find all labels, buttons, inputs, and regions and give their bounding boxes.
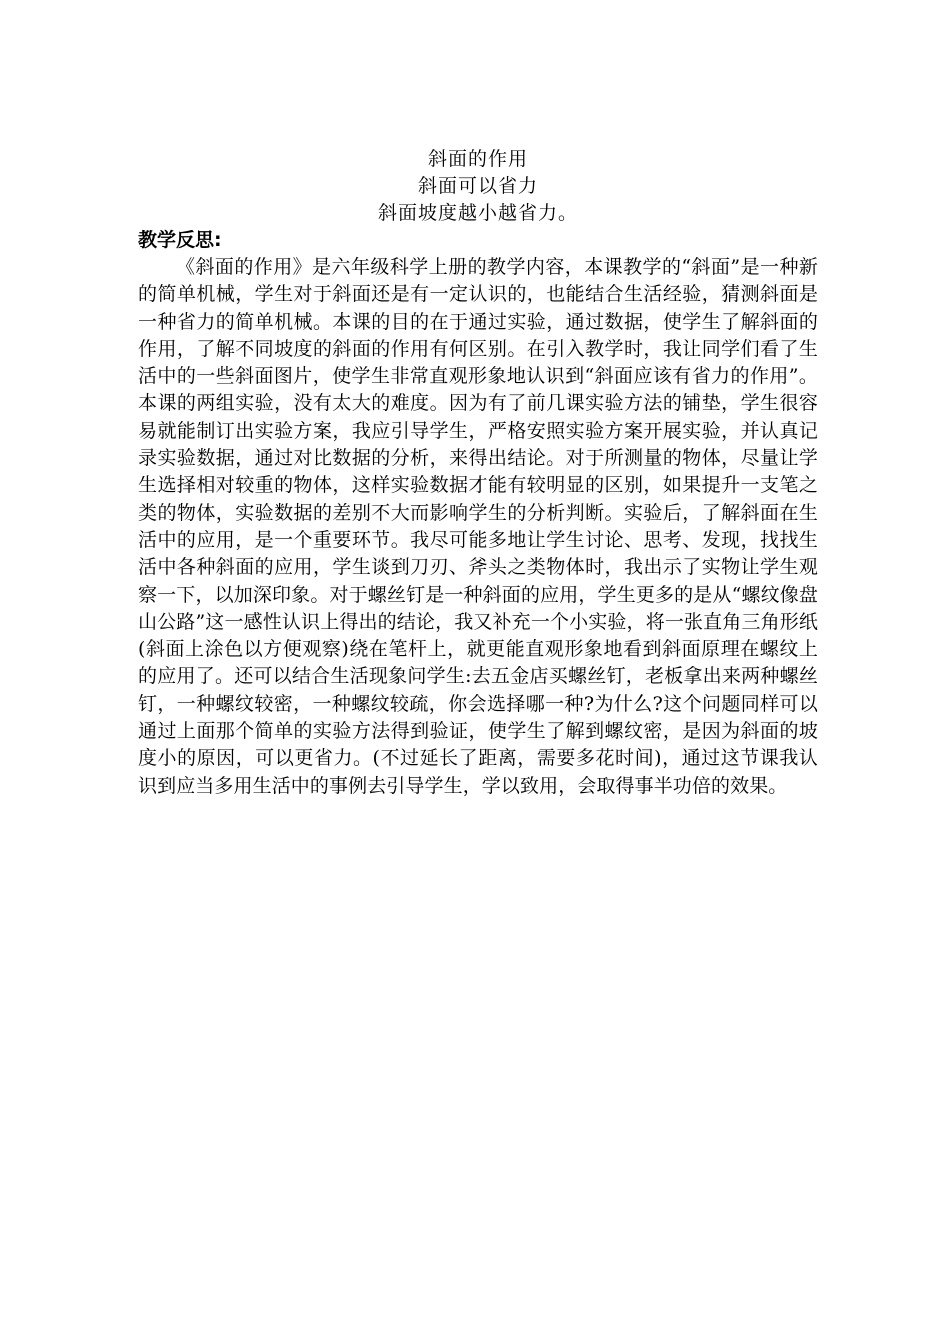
title-block — [138, 146, 818, 227]
title-line-2: 斜面可以省力 — [417, 175, 538, 197]
title-line-3: 斜面坡度越小越省力。 — [377, 202, 578, 224]
reflection-body: 《斜面的作用》是六年级科学上册的教学内容，本课教学的“斜面”是一种新的简单机械，学生对于斜面还是有一定认识的，也能结合生活经验，猜测斜面是一种省力的简单机械。本课的目的在于通过实验，通过数据，使学生了解斜面的作用，了解不同坡度的斜面的作用有何区别。在引入教学时，我让同学们看了生活中的一些斜面图片，使学生非常直观形象地认识到“斜面应该有省力的作用”。本课的两组实验，没有太大的难度。因为有了前几课实验方法的铺垫，学生很容易就能制订出实验方案，我应引导学生，严格安照实验方案开展实验，并认真记录实验数据，通过对比数据的分析，来得出结论。对于所测量的物体，尽量让学生选择相对较重的物体，这样实验数据才能有较明显的区别，如果提升一支笔之类的物体，实验数据的差别不大而影响学生的分析判断。实验后，了解斜面在生活中的应用，是一个重要环节。我尽可能多地让学生讨论、思考、发现，找找生活中各种斜面的应用，学生谈到刀刃、斧头之类物体时，我出示了实物让学生观察一下，以加深印象。对于螺丝钉是一种斜面的应用，学生更多的是从“螺纹像盘山公路”这一感性认识上得出的结论，我又补充一个小实验，将一张直角三角形纸(斜面上涂色以方便观察)绕在笔杆上，就更能直观形象地看到斜面原理在螺纹上的应用了。还可以结合生活现象问学生:去五金店买螺丝钉，老板拿出来两种螺丝钉，一种螺纹较密，一种螺纹较疏，你会选择哪一种?为什么?这个问题同样可以通过上面那个简单的实验方法得到验证，使学生了解到螺纹密，是因为斜面的坡度小的原因，可以更省力。(不过延长了距离，需要多花时间)，通过这节课我认识到应当多用生活中的事例去引导学生，学以致用，会取得事半功倍的效果。 — [138, 256, 818, 797]
reflection-heading: 教学反思: — [138, 229, 222, 251]
title-line-1: 斜面的作用 — [427, 148, 528, 170]
document-page — [138, 146, 818, 800]
